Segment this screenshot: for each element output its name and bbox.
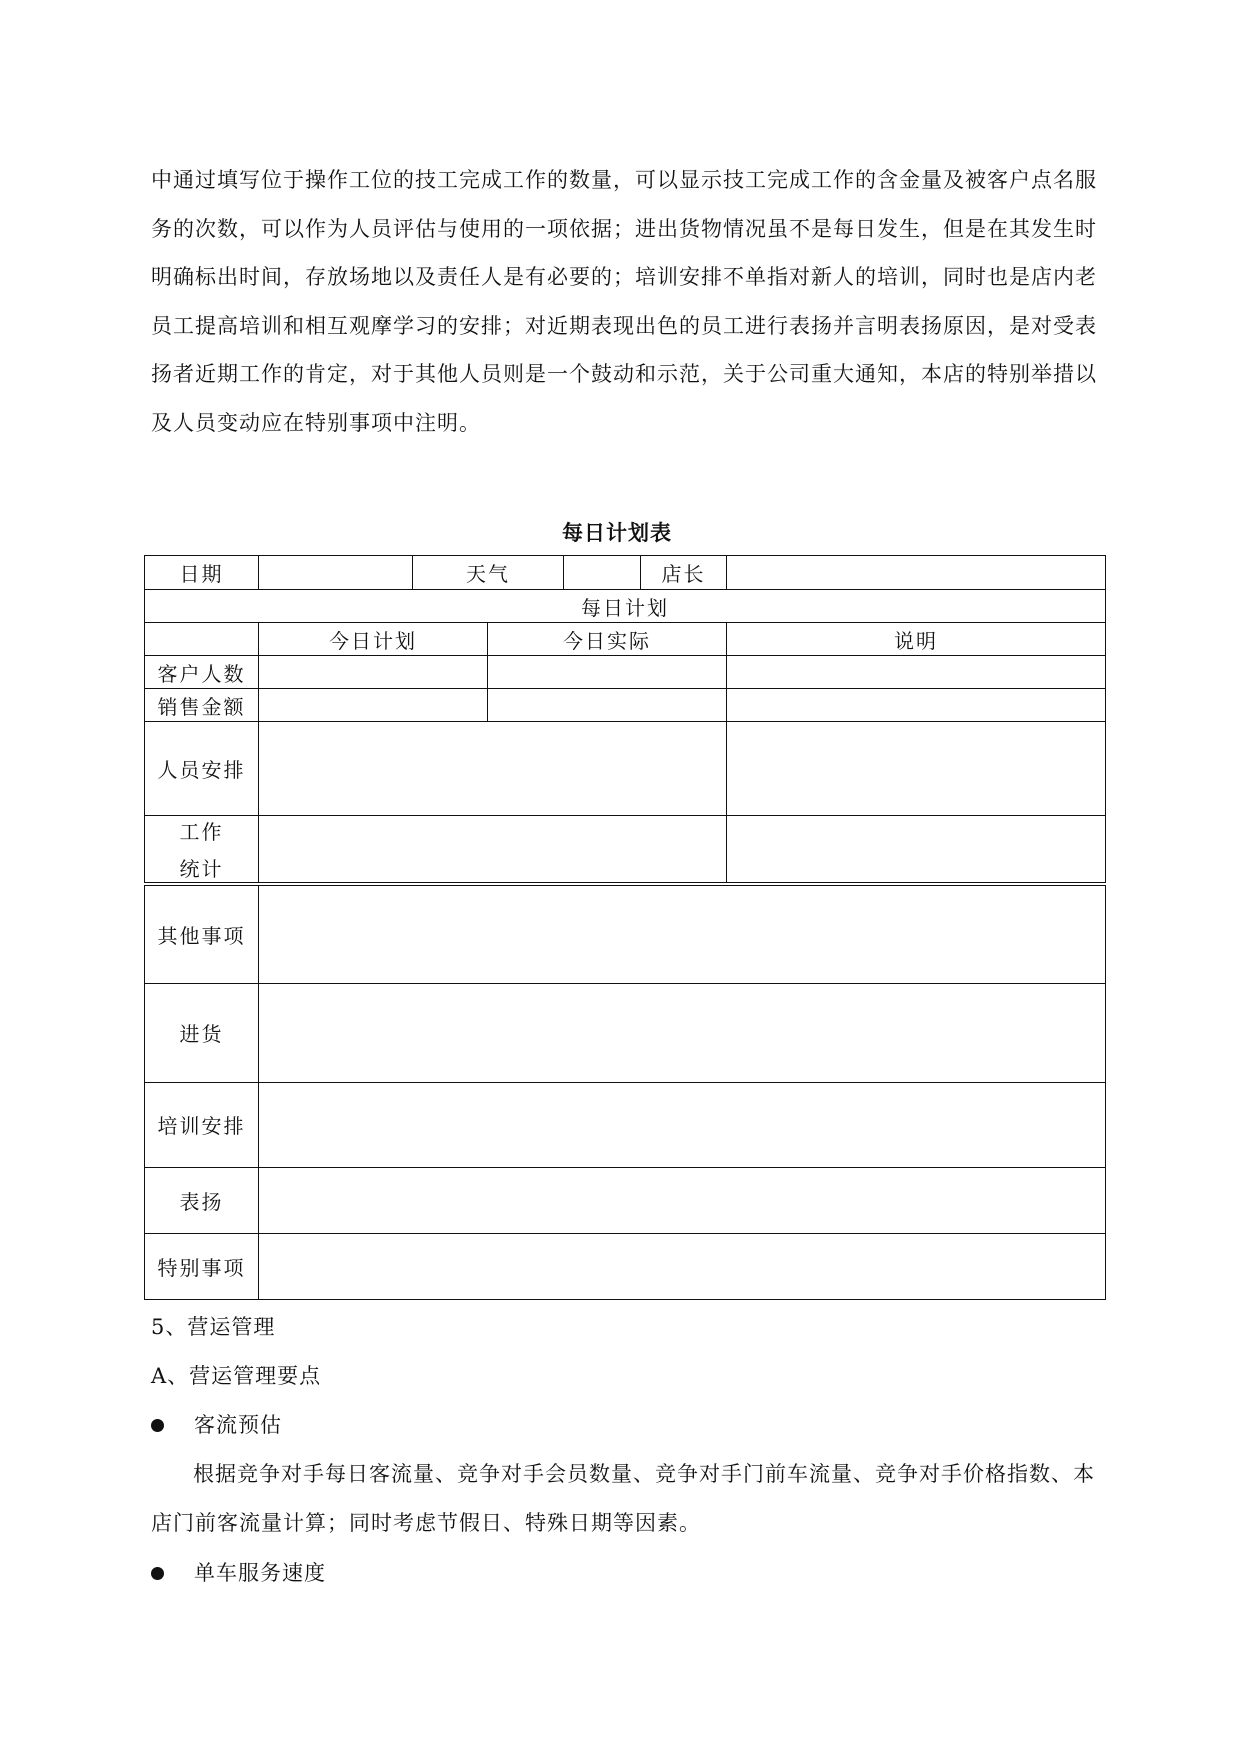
intro-line: 务的次数，可以作为人员评估与使用的一项依据；进出货物情况虽不是每日发生，但是在其发生时 bbox=[151, 216, 1097, 241]
bullet-text: 单车服务速度 bbox=[194, 1561, 326, 1585]
row-sales-label: 销售金额 bbox=[145, 689, 259, 722]
bullet-item bbox=[151, 1409, 282, 1439]
stock-cell[interactable] bbox=[259, 983, 1106, 1082]
date-value-cell[interactable] bbox=[259, 556, 413, 590]
bullet-dot-icon bbox=[151, 1567, 164, 1580]
row-staff-label: 人员安排 bbox=[145, 722, 259, 816]
sales-note-cell[interactable] bbox=[727, 689, 1106, 722]
customers-note-cell[interactable] bbox=[727, 656, 1106, 689]
col-actual-header: 今日实际 bbox=[488, 623, 727, 656]
row-special-label: 特别事项 bbox=[145, 1233, 259, 1299]
daily-plan-table bbox=[144, 555, 1106, 1300]
customers-plan-cell[interactable] bbox=[259, 656, 488, 689]
praise-cell[interactable] bbox=[259, 1167, 1106, 1233]
row-work-label-line1: 工作 bbox=[179, 820, 224, 844]
weather-value-cell[interactable] bbox=[564, 556, 641, 590]
intro-line: 及人员变动应在特别事项中注明。 bbox=[151, 410, 481, 435]
staff-plan-cell[interactable] bbox=[259, 722, 727, 816]
weather-label: 天气 bbox=[413, 556, 564, 590]
bullet-item bbox=[151, 1557, 326, 1587]
training-cell[interactable] bbox=[259, 1082, 1106, 1167]
bullet-dot-icon bbox=[151, 1419, 164, 1432]
manager-value-cell[interactable] bbox=[727, 556, 1106, 590]
special-cell[interactable] bbox=[259, 1233, 1106, 1299]
row-customers-label: 客户人数 bbox=[145, 656, 259, 689]
paragraph-line: 根据竞争对手每日客流量、竞争对手会员数量、竞争对手门前车流量、竞争对手价格指数、本 bbox=[193, 1462, 1095, 1486]
work-stats-note-cell[interactable] bbox=[727, 816, 1106, 885]
other-cell[interactable] bbox=[259, 884, 1106, 983]
bullet-text: 客流预估 bbox=[194, 1413, 282, 1437]
manager-label: 店长 bbox=[641, 556, 727, 590]
table-title: 每日计划表 bbox=[562, 520, 672, 545]
header-corner-cell bbox=[145, 623, 259, 656]
customers-actual-cell[interactable] bbox=[488, 656, 727, 689]
date-label: 日期 bbox=[145, 556, 259, 590]
col-plan-header: 今日计划 bbox=[259, 623, 488, 656]
col-note-header: 说明 bbox=[727, 623, 1106, 656]
staff-note-cell[interactable] bbox=[727, 722, 1106, 816]
paragraph-line: 店门前客流量计算；同时考虑节假日、特殊日期等因素。 bbox=[151, 1511, 701, 1535]
row-training-label: 培训安排 bbox=[145, 1082, 259, 1167]
intro-line: 扬者近期工作的肯定，对于其他人员则是一个鼓动和示范，关于公司重大通知，本店的特别举措以 bbox=[151, 362, 1097, 387]
sales-plan-cell[interactable] bbox=[259, 689, 488, 722]
section-heading-a: A、营运管理要点 bbox=[151, 1364, 322, 1388]
row-other-label: 其他事项 bbox=[145, 884, 259, 983]
intro-line: 员工提高培训和相互观摩学习的安排；对近期表现出色的员工进行表扬并言明表扬原因，是对受表 bbox=[151, 313, 1097, 338]
work-stats-cell[interactable] bbox=[259, 816, 727, 885]
intro-line: 明确标出时间，存放场地以及责任人是有必要的；培训安排不单指对新人的培训，同时也是店内老 bbox=[151, 265, 1097, 290]
sales-actual-cell[interactable] bbox=[488, 689, 727, 722]
row-stock-label: 进货 bbox=[145, 983, 259, 1082]
section-heading-5: 5、营运管理 bbox=[151, 1315, 276, 1339]
row-work-label-line2: 统计 bbox=[179, 857, 224, 881]
plan-header: 每日计划 bbox=[145, 590, 1106, 623]
row-work-stats-label bbox=[145, 816, 259, 885]
intro-paragraph bbox=[151, 166, 1096, 458]
intro-line: 中通过填写位于操作工位的技工完成工作的数量，可以显示技工完成工作的含金量及被客户点名服 bbox=[151, 168, 1097, 192]
row-praise-label: 表扬 bbox=[145, 1167, 259, 1233]
